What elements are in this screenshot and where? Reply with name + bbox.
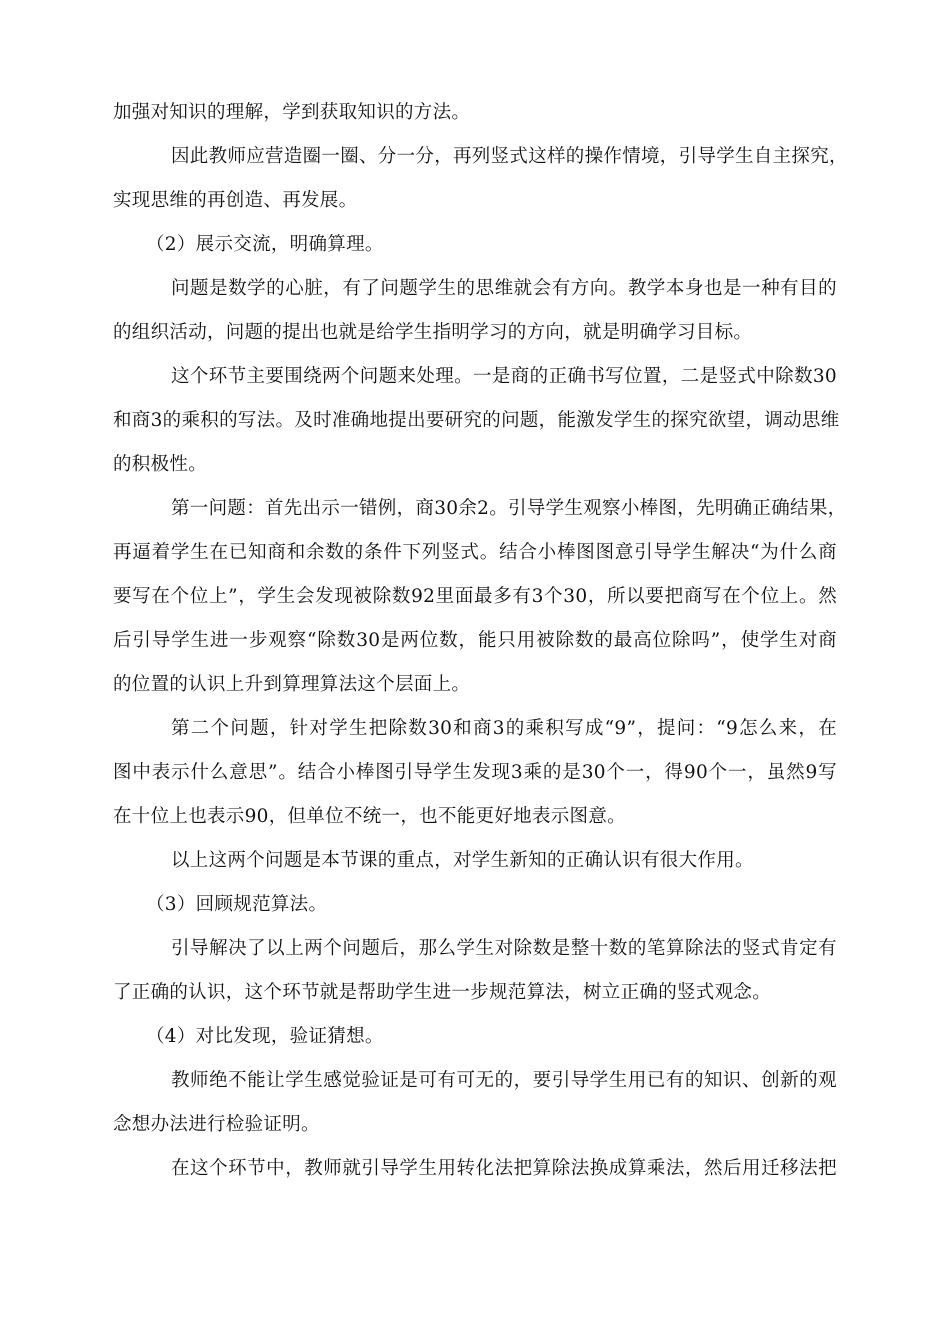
text-line: 在这个环节中，教师就引导学生用转化法把算除法换成算乘法，然后用迁移法把: [171, 1158, 837, 1179]
text-line: 后引导学生进一步观察“除数30是两位数，能只用被除数的最高位除吗”，使学生对商: [113, 630, 837, 651]
text-line: 实现思维的再创造、再发展。: [113, 190, 358, 211]
text-line: 念想办法进行检验证明。: [113, 1114, 320, 1135]
section-heading: （4）对比发现，验证猜想。: [146, 1026, 384, 1047]
text-line: 要写在个位上”，学生会发现被除数92里面最多有3个30，所以要把商写在个位上。然: [113, 586, 837, 607]
text-line: 引导解决了以上两个问题后，那么学生对除数是整十数的笔算除法的竖式肯定有: [171, 938, 837, 959]
section-heading: （3）回顾规范算法。: [146, 894, 328, 915]
text-line: 第二个问题，针对学生把除数30和商3的乘积写成“9”，提问：“9怎么来，在: [171, 718, 837, 739]
text-line: 教师绝不能让学生感觉验证是可有可无的，要引导学生用已有的知识、创新的观: [171, 1070, 837, 1091]
section-heading: （2）展示交流，明确算理。: [146, 234, 384, 255]
text-line: 图中表示什么意思”。结合小棒图引导学生发现3乘的是30个一，得90个一，虽然9写: [113, 762, 837, 783]
text-line: 再逼着学生在已知商和余数的条件下列竖式。结合小棒图图意引导学生解决“为什么商: [113, 542, 837, 563]
text-line: 的组织活动，问题的提出也就是给学生指明学习的方向，就是明确学习目标。: [113, 322, 753, 343]
text-line: 加强对知识的理解，学到获取知识的方法。: [113, 102, 471, 123]
text-line: 的位置的认识上升到算理算法这个层面上。: [113, 674, 471, 695]
text-line: 这个环节主要围绕两个问题来处理。一是商的正确书写位置，二是竖式中除数30: [171, 366, 837, 387]
text-line: 的积极性。: [113, 454, 208, 475]
text-line: 了正确的认识，这个环节就是帮助学生进一步规范算法，树立正确的竖式观念。: [113, 982, 772, 1003]
text-line: 和商3的乘积的写法。及时准确地提出要研究的问题，能激发学生的探究欲望，调动思维: [113, 410, 840, 431]
text-line: 问题是数学的心脏，有了问题学生的思维就会有方向。教学本身也是一种有目的: [171, 278, 837, 299]
text-line: 以上这两个问题是本节课的重点，对学生新知的正确认识有很大作用。: [171, 850, 754, 871]
text-line: 第一问题：首先出示一错例，商30余2。引导学生观察小棒图，先明确正确结果，: [171, 498, 847, 519]
text-line: 在十位上也表示90，但单位不统一，也不能更好地表示图意。: [113, 806, 626, 827]
text-line: 因此教师应营造圈一圈、分一分，再列竖式这样的操作情境，引导学生自主探究，: [171, 146, 848, 167]
